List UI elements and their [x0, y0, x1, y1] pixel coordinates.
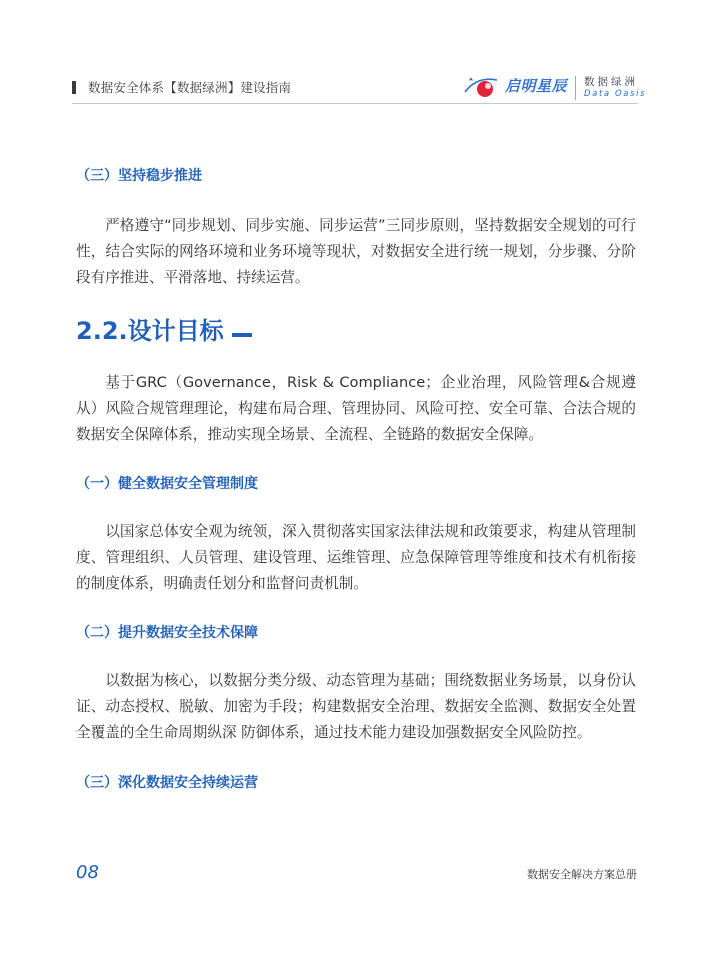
footer-document-name: 数据安全解决方案总册: [527, 868, 637, 881]
header-marker-bar: [72, 81, 76, 94]
subsection-heading-steady-progress: （三）坚持稳步推进: [76, 168, 202, 184]
header-title: 数据安全体系【数据绿洲】建设指南: [88, 80, 292, 95]
paragraph-technical-assurance: 以数据为核心，以数据分类分级、动态管理为基础；围绕数据业务场景，以身份认证、动态授权、脱敏、加密为手段；构建数据安全治理、数据安全监测、数据安全处置全覆盖的全生命周期纵深 防御体系，通过技术能力建设加强数据安全风险防控。: [76, 672, 636, 741]
page-number: 08: [76, 862, 99, 883]
subsection-heading-management-system: （一）健全数据安全管理制度: [76, 476, 258, 492]
subsection-heading-continuous-operation: （三）深化数据安全持续运营: [76, 775, 258, 791]
logo-brand-name: 启明星辰: [505, 77, 568, 95]
venustech-star-logo-icon: [463, 72, 503, 102]
logo-product-name: 数据绿洲: [584, 76, 638, 88]
logo-product-name-en: Data Oasis: [584, 89, 647, 99]
section-heading-accent-bar: [232, 333, 252, 337]
logo-divider: [575, 76, 576, 100]
header-divider: [72, 103, 638, 104]
page-header: [0, 0, 710, 104]
section-heading-design-goals: 2.2.设计目标: [76, 317, 224, 345]
paragraph-management-system: 以国家总体安全观为统领，深入贯彻落实国家法律法规和政策要求，构建从管理制度、管理组织、人员管理、建设管理、运维管理、应急保障管理等维度和技术有机衔接的制度体系，明确责任划分和监督问责机制。: [76, 523, 636, 592]
subsection-heading-technical-assurance: （二）提升数据安全技术保障: [76, 625, 258, 641]
paragraph-steady-progress: 严格遵守“同步规划、同步实施、同步运营”三同步原则，坚持数据安全规划的可行性，结合实际的网络环境和业务环境等现状，对数据安全进行统一规划，分步骤、分阶段有序推进、平滑落地、持续运营。: [76, 217, 636, 286]
paragraph-design-goals: 基于GRC（Governance，Risk & Compliance；企业治理，风险管理&合规遵从）风险合规管理理论，构建布局合理、管理协同、风险可控、安全可靠、合法合规的数据安全保障体系，推动实现全场景、全流程、全链路的数据安全保障。: [76, 374, 636, 443]
